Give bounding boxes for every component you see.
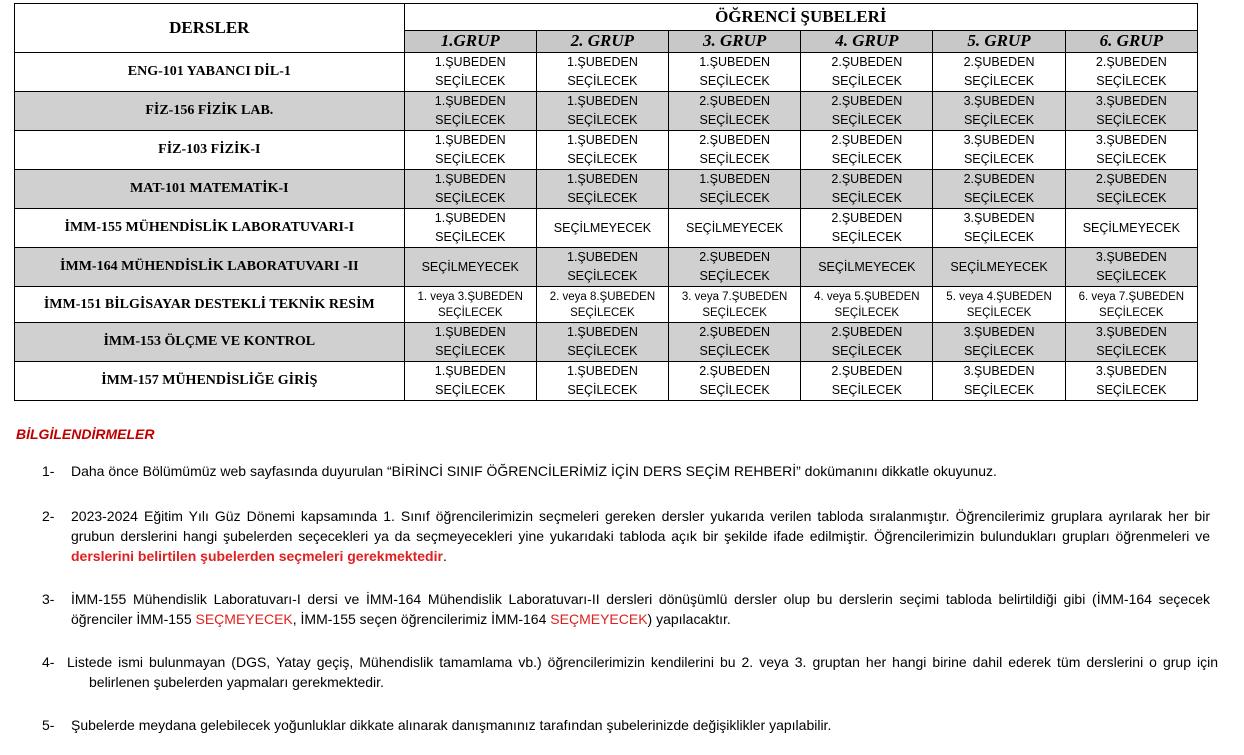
section-cell-line: SEÇİLECEK (567, 113, 638, 127)
item-text (42, 461, 1210, 481)
information-item (42, 715, 1210, 735)
group-header-1: 1.GRUP (404, 30, 536, 52)
information-title: BİLGİLENDİRMELER (16, 426, 155, 442)
item-text-part: 2023-2024 Eğitim Yılı Güz Dönemi kapsamında 1. Sınıf öğrencilerimizin seçmeleri gereken dersler yukarıda verilen tabloda sıralanmıştır. Öğrencilerimiz gruplara ayrılarak her bir grubun derslerini hangi şubelerden seçecekleri ya da seçmeyecekleri yine yukarıdaki tabloda açık bir şekilde ifade edilmiştir. Öğrencilerimizin bulundukları grupları öğrenmeleri ve (71, 508, 1210, 544)
item-text-part: Şubelerde meydana gelebilecek yoğunluklar dikkate alınarak danışmanınız tarafından şubelerinizde değişiklikler yapılabilir. (71, 717, 832, 733)
section-cell (669, 323, 801, 362)
section-cell (404, 248, 536, 287)
group-header-4: 4. GRUP (801, 30, 933, 52)
section-cell-line: 2.ŞUBEDEN (963, 172, 1035, 186)
section-cell (404, 209, 536, 248)
section-cell-line: SEÇİLECEK (437, 306, 503, 319)
section-cell (404, 131, 536, 170)
section-cell-line: 2.ŞUBEDEN (963, 55, 1035, 69)
section-cell (404, 92, 536, 131)
section-cell-line: SEÇİLECEK (831, 152, 902, 166)
section-cell-line: SEÇİLECEK (567, 383, 638, 397)
section-cell-line: 3.ŞUBEDEN (963, 94, 1035, 108)
section-cell-line: 2.ŞUBEDEN (699, 325, 771, 339)
section-cell-line: 3.ŞUBEDEN (1095, 250, 1167, 264)
section-cell-line: SEÇİLECEK (699, 152, 770, 166)
section-cell (933, 53, 1065, 92)
section-cell-line: SEÇİLECEK (435, 230, 506, 244)
section-cell-line: 2.ŞUBEDEN (1095, 172, 1167, 186)
section-cell-line: SEÇİLECEK (831, 344, 902, 358)
student-sections-header: ÖĞRENCİ ŞUBELERİ (404, 4, 1197, 31)
section-cell (536, 287, 668, 323)
section-cell (1065, 209, 1197, 248)
section-cell-line: 2.ŞUBEDEN (699, 94, 771, 108)
item-number: 1- (42, 463, 55, 479)
table-row (15, 92, 1198, 131)
section-cell-line: SEÇİLECEK (831, 383, 902, 397)
section-cell-line: 1.ŞUBEDEN (434, 325, 506, 339)
section-cell-line: SEÇİLECEK (963, 383, 1035, 397)
section-cell (801, 362, 933, 401)
item-text (42, 715, 1210, 735)
table-row (15, 53, 1198, 92)
table-row (15, 323, 1198, 362)
section-cell (933, 209, 1065, 248)
section-cell-line: SEÇİLECEK (699, 191, 770, 205)
section-cell-line: 1.ŞUBEDEN (567, 55, 638, 69)
section-cell-line: SEÇİLECEK (435, 344, 506, 358)
section-cell-line: 1.ŞUBEDEN (434, 94, 506, 108)
highlighted-text: derslerini belirtilen şubelerden seçmeleri gerekmektedir (71, 548, 443, 564)
group-header-5: 5. GRUP (933, 30, 1065, 52)
table-row (15, 131, 1198, 170)
section-cell (669, 131, 801, 170)
group-header-3: 3. GRUP (669, 30, 801, 52)
section-cell-line: 1.ŞUBEDEN (434, 211, 506, 225)
section-cell-line: 6. veya 7.ŞUBEDEN (1078, 290, 1185, 303)
item-text-part: Listede ismi bulunmayan (DGS, Yatay geçiş, Mühendislik tamamlama vb.) öğrencilerimizin kendilerini bu 2. veya 3. gruptan her hangi birine dahil ederek tüm derslerini o grup için belirlenen şubelerden yapmaları gerekmektedir. (67, 654, 1218, 690)
item-number: 5- (42, 717, 55, 733)
section-cell (801, 170, 933, 209)
section-cell-line: 1.ŞUBEDEN (567, 94, 638, 108)
section-cell-line: 3.ŞUBEDEN (1095, 364, 1167, 378)
section-cell-line: SEÇİLECEK (435, 113, 506, 127)
section-cell-line: SEÇİLECEK (699, 383, 770, 397)
section-cell (933, 287, 1065, 323)
section-cell-line: 2.ŞUBEDEN (831, 55, 903, 69)
section-cell (536, 248, 668, 287)
group-header-6: 6. GRUP (1065, 30, 1197, 52)
section-cell-line: SEÇİLECEK (831, 113, 902, 127)
section-cell-line: SEÇİLECEK (831, 74, 902, 88)
section-cell-line: SEÇİLECEK (1096, 74, 1167, 88)
section-cell-line: SEÇİLECEK (435, 74, 506, 88)
section-cell-line: 1.ŞUBEDEN (434, 55, 506, 69)
section-cell (669, 209, 801, 248)
section-cell-line: SEÇİLECEK (435, 383, 506, 397)
section-cell-line: SEÇİLECEK (702, 306, 767, 319)
section-cell-line: SEÇİLECEK (834, 306, 900, 319)
section-cell (1065, 323, 1197, 362)
course-name: İMM-151 BİLGİSAYAR DESTEKLİ TEKNİK RESİM (15, 287, 405, 323)
group-header-2: 2. GRUP (536, 30, 668, 52)
section-cell (404, 323, 536, 362)
section-cell-line: SEÇİLECEK (1096, 113, 1167, 127)
information-item (42, 589, 1210, 629)
section-cell-line: SEÇİLECEK (567, 191, 638, 205)
section-cell-line: SEÇİLECEK (1096, 344, 1167, 358)
information-item (42, 461, 1210, 481)
section-cell-line: 2.ŞUBEDEN (831, 94, 903, 108)
section-cell (404, 170, 536, 209)
section-cell-line: SEÇİLECEK (567, 269, 638, 283)
section-cell-line: 3.ŞUBEDEN (963, 325, 1035, 339)
section-cell (801, 323, 933, 362)
item-number: 4- (42, 654, 55, 670)
section-cell-line: 5. veya 4.ŞUBEDEN (946, 290, 1052, 303)
table-row (15, 362, 1198, 401)
section-cell-line: SEÇİLECEK (963, 74, 1035, 88)
section-cell (1065, 287, 1197, 323)
section-cell (536, 170, 668, 209)
section-cell (933, 248, 1065, 287)
course-name: FİZ-156 FİZİK LAB. (15, 92, 405, 131)
section-cell-line: 1.ŞUBEDEN (434, 364, 506, 378)
course-section-table (14, 3, 1198, 401)
section-cell (801, 131, 933, 170)
item-text-part: İMM-155 Mühendislik Laboratuvarı-I dersi ve İMM-164 Mühendislik Laboratuvarı-II dersleri dönüşümlü dersler olup bu derslerin seçimi tabloda belirtildiği gibi (İMM-164 seçecek öğrenciler İMM-155 (71, 591, 1210, 627)
section-cell (1065, 53, 1197, 92)
section-cell-line: 1.ŞUBEDEN (567, 325, 638, 339)
section-cell-line: 2.ŞUBEDEN (831, 211, 903, 225)
section-cell (1065, 248, 1197, 287)
section-cell-line: 3.ŞUBEDEN (1095, 94, 1167, 108)
section-cell-line: 1.ŞUBEDEN (567, 250, 638, 264)
section-cell-line: SEÇİLECEK (435, 191, 506, 205)
section-cell (669, 248, 801, 287)
section-cell-line: 2.ŞUBEDEN (699, 133, 771, 147)
section-cell-line: 2.ŞUBEDEN (831, 172, 903, 186)
section-cell-line: SEÇİLECEK (831, 191, 902, 205)
course-name: FİZ-103 FİZİK-I (15, 131, 405, 170)
section-cell (933, 323, 1065, 362)
section-cell (669, 362, 801, 401)
table-row (15, 170, 1198, 209)
section-cell (801, 248, 933, 287)
section-cell-line: 1.ŞUBEDEN (434, 172, 506, 186)
section-cell-line: 1. veya 3.ŞUBEDEN (417, 290, 523, 303)
section-cell-line: 3.ŞUBEDEN (963, 133, 1035, 147)
section-cell (536, 209, 668, 248)
section-cell (669, 170, 801, 209)
course-name: İMM-157 MÜHENDİSLİĞE GİRİŞ (15, 362, 405, 401)
section-cell (933, 92, 1065, 131)
section-cell-line: 1.ŞUBEDEN (699, 55, 771, 69)
section-cell-line: SEÇİLECEK (1099, 306, 1164, 319)
section-cell (801, 209, 933, 248)
section-cell-line: 4. veya 5.ŞUBEDEN (814, 290, 920, 303)
section-cell-line: SEÇİLMEYECEK (950, 259, 1048, 274)
section-cell-line: 3. veya 7.ŞUBEDEN (681, 290, 788, 303)
item-number: 3- (42, 591, 55, 607)
section-cell-line: SEÇİLECEK (699, 269, 770, 283)
item-text (42, 589, 1210, 629)
section-cell-line: SEÇİLECEK (570, 306, 635, 319)
section-cell-line: 2. veya 8.ŞUBEDEN (549, 290, 656, 303)
section-cell-line: SEÇİLECEK (699, 113, 770, 127)
item-text-part: ) yapılacaktır. (647, 611, 731, 627)
section-cell-line: SEÇİLECEK (831, 230, 902, 244)
table-row (15, 248, 1198, 287)
section-cell (536, 323, 668, 362)
section-cell (933, 170, 1065, 209)
item-number: 2- (42, 508, 55, 524)
section-cell-line: 1.ŞUBEDEN (567, 133, 638, 147)
section-cell-line: SEÇİLECEK (567, 344, 638, 358)
highlighted-text: SEÇMEYECEK (195, 611, 293, 627)
section-cell (933, 131, 1065, 170)
section-cell-line: 3.ŞUBEDEN (1095, 133, 1167, 147)
section-cell (1065, 170, 1197, 209)
section-cell (404, 287, 536, 323)
section-cell-line: SEÇİLECEK (435, 152, 506, 166)
course-name: MAT-101 MATEMATİK-I (15, 170, 405, 209)
section-cell (801, 53, 933, 92)
section-cell-line: SEÇİLECEK (963, 344, 1035, 358)
item-text (42, 652, 1218, 692)
section-cell-line: 2.ŞUBEDEN (699, 250, 771, 264)
section-cell-line: SEÇİLECEK (567, 74, 638, 88)
section-cell-line: SEÇİLECEK (567, 152, 638, 166)
section-cell-line: SEÇİLECEK (1096, 383, 1167, 397)
section-cell-line: 1.ŞUBEDEN (434, 133, 506, 147)
section-cell-line: 3.ŞUBEDEN (963, 364, 1035, 378)
section-cell (933, 362, 1065, 401)
section-cell-line: SEÇİLMEYECEK (421, 259, 519, 274)
section-cell (1065, 362, 1197, 401)
section-cell (801, 92, 933, 131)
section-cell-line: SEÇİLECEK (1096, 152, 1167, 166)
section-cell-line: 2.ŞUBEDEN (699, 364, 771, 378)
section-cell-line: SEÇİLECEK (1096, 191, 1167, 205)
section-cell (536, 362, 668, 401)
section-cell-line: 2.ŞUBEDEN (831, 325, 903, 339)
section-cell (404, 362, 536, 401)
section-cell-line: 1.ŞUBEDEN (567, 172, 638, 186)
table-row (15, 209, 1198, 248)
section-cell (536, 53, 668, 92)
section-cell (536, 92, 668, 131)
section-cell-line: SEÇİLECEK (963, 191, 1035, 205)
section-cell-line: 2.ŞUBEDEN (1095, 55, 1167, 69)
section-cell (669, 53, 801, 92)
item-text-part: . (442, 548, 447, 564)
section-cell-line: SEÇİLECEK (963, 113, 1035, 127)
section-cell-line: 3.ŞUBEDEN (1095, 325, 1167, 339)
section-cell-line: SEÇİLECEK (699, 344, 770, 358)
section-cell-line: SEÇİLECEK (966, 306, 1032, 319)
table-body (15, 53, 1198, 401)
section-cell-line: 2.ŞUBEDEN (831, 133, 903, 147)
section-cell-line: SEÇİLMEYECEK (686, 220, 784, 235)
section-cell (404, 53, 536, 92)
section-cell (1065, 92, 1197, 131)
information-item (42, 652, 1218, 692)
item-text-part: Daha önce Bölümümüz web sayfasında duyurulan “BİRİNCİ SINIF ÖĞRENCİLERİMİZ İÇİN DERS SEÇİM REHBERİ” dokümanını dikkatle okuyunuz. (71, 463, 997, 479)
section-cell-line: 3.ŞUBEDEN (963, 211, 1035, 225)
section-cell (536, 131, 668, 170)
section-cell-line: 1.ŞUBEDEN (699, 172, 771, 186)
item-text (42, 506, 1210, 566)
section-cell (669, 92, 801, 131)
information-section (14, 426, 1224, 733)
section-cell-line: SEÇİLECEK (699, 74, 770, 88)
item-text-part: , İMM-155 seçen öğrencilerimiz İMM-164 (292, 611, 551, 627)
section-cell-line: SEÇİLMEYECEK (1082, 220, 1180, 235)
section-cell-line: SEÇİLMEYECEK (818, 259, 916, 274)
course-name: ENG-101 YABANCI DİL-1 (15, 53, 405, 92)
course-name: İMM-164 MÜHENDİSLİK LABORATUVARI -II (15, 248, 405, 287)
highlighted-text: SEÇMEYECEK (550, 611, 648, 627)
section-cell-line: SEÇİLECEK (1096, 269, 1167, 283)
section-cell (669, 287, 801, 323)
course-name: İMM-155 MÜHENDİSLİK LABORATUVARI-I (15, 209, 405, 248)
table-row (15, 287, 1198, 323)
section-cell-line: SEÇİLMEYECEK (553, 220, 652, 235)
courses-header: DERSLER (15, 4, 405, 53)
information-item (42, 506, 1210, 566)
section-cell-line: SEÇİLECEK (963, 230, 1035, 244)
section-cell (1065, 131, 1197, 170)
section-cell-line: 2.ŞUBEDEN (831, 364, 903, 378)
section-cell (801, 287, 933, 323)
section-cell-line: SEÇİLECEK (963, 152, 1035, 166)
course-name: İMM-153 ÖLÇME VE KONTROL (15, 323, 405, 362)
section-cell-line: 1.ŞUBEDEN (567, 364, 638, 378)
